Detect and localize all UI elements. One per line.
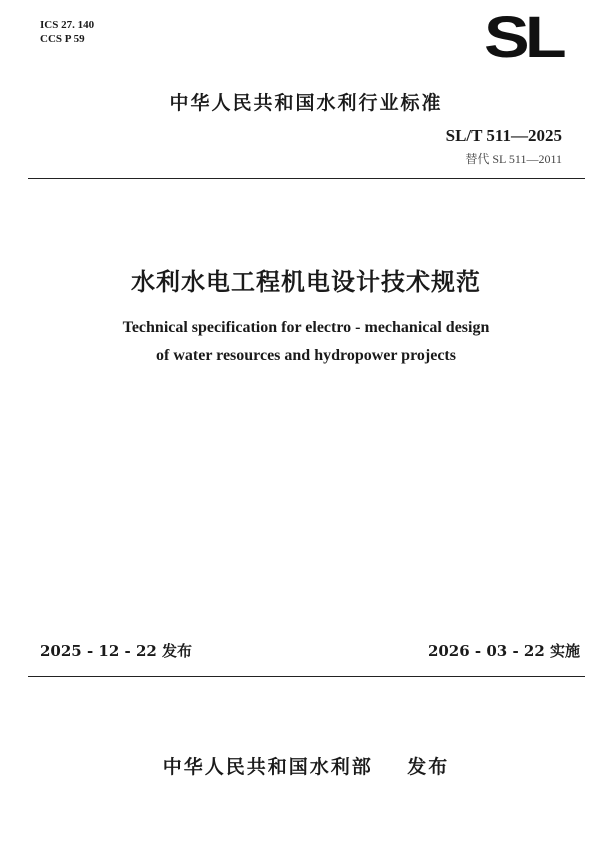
standard-number: SL/T 511—2025 bbox=[445, 126, 562, 145]
title-chinese: 水利水电工程机电设计技术规范 bbox=[131, 268, 481, 296]
org-standard-header: 中华人民共和国水利行业标准 bbox=[169, 92, 443, 114]
classification-codes bbox=[40, 18, 94, 46]
ccs-code: CCS P 59 bbox=[40, 33, 85, 45]
replaces-standard: 替代 SL 511—2011 bbox=[465, 152, 562, 166]
ics-code: ICS 27. 140 bbox=[40, 19, 95, 31]
issue-date: 2025 - 12 - 22 发布 bbox=[40, 642, 193, 660]
implementation-date: 2026 - 03 - 22 实施 bbox=[427, 642, 580, 660]
title-english-line2: of water resources and hydropower projects bbox=[156, 347, 456, 364]
title-english-line1: Technical specification for electro - mechanical design bbox=[122, 319, 490, 336]
title-english bbox=[0, 314, 612, 370]
sl-logo: SL bbox=[484, 5, 563, 70]
bottom-divider bbox=[28, 676, 585, 677]
publisher: 中华人民共和国水利部 发布 bbox=[162, 756, 450, 778]
top-divider bbox=[28, 178, 585, 179]
